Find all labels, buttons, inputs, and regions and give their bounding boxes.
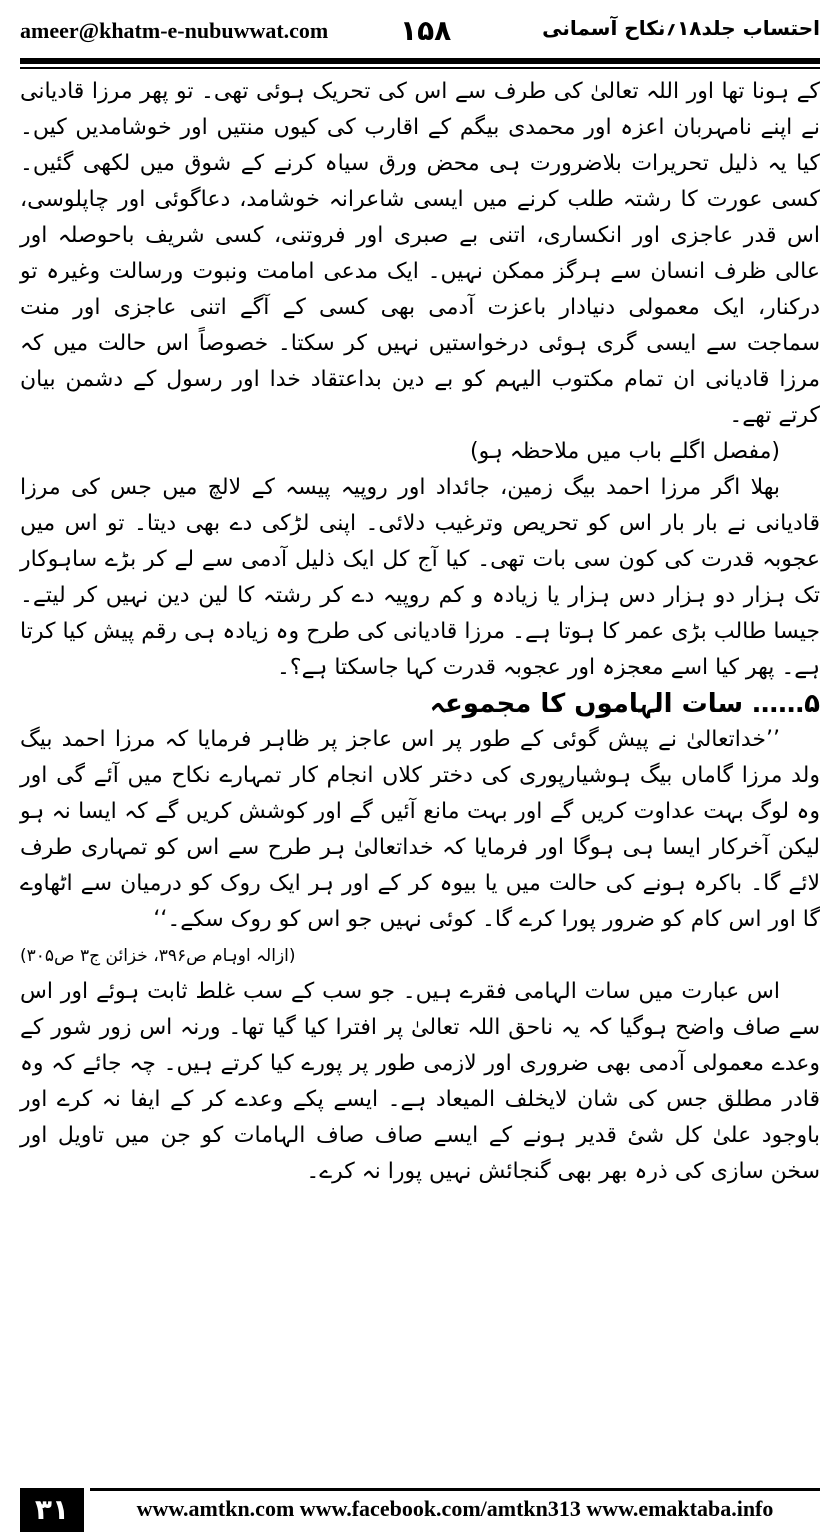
header-page-number: ۱۵۸	[400, 14, 452, 47]
reference-note: (مفصل اگلے باب میں ملاحظہ ہو)	[470, 439, 780, 464]
header-title: احتساب جلد۱۸؍نکاح آسمانی	[542, 16, 820, 40]
page-header	[20, 14, 820, 52]
footer-urls: www.amtkn.com www.facebook.com/amtkn313 www.emaktaba.info	[136, 1496, 774, 1521]
header-rule-thin	[20, 67, 820, 69]
quote-source: (ازالہ اوہام ص۳۹۶، خزائن ج۳ ص۳۰۵)	[20, 946, 296, 966]
page-body	[20, 74, 820, 1190]
header-email: ameer@khatm-e-nubuwwat.com	[20, 18, 329, 43]
paragraph-2: بھلا اگر مرزا احمد بیگ زمین، جائداد اور روپیہ پیسہ کے لالچ میں جس کی مرزا قادیانی نے بار بار اس کو تحریص وترغیب دلائی۔ اپنی لڑکی دے بھی دیتا۔ تو اس میں عجوبہ قدرت کی کون سی بات تھی۔ کیا آج کل ایک ذلیل آدمی سے لے کر بڑے ساہوکار تک ہزار دو ہزار دس ہزار یا زیادہ و کم روپیہ دے کر رشتہ کا لین دین نہیں کر لیتے۔ جیسا طالب بڑی عمر کا ہوتا ہے۔ مرزا قادیانی کی طرح وہ زیادہ ہی رقم پیش کیا کرتا ہے۔ پھر کیا اسے معجزہ اور عجوبہ قدرت کہا جاسکتا ہے؟۔	[20, 475, 820, 680]
paragraph-1: کے ہونا تھا اور اللہ تعالیٰ کی طرف سے اس کی تحریک ہوئی تھی۔ تو پھر مرزا قادیانی نے اپنے نامہربان اعزہ اور محمدی بیگم کے اقارب کی کیوں منتیں اور خوشامدیں کیں۔ کیا یہ ذلیل تحریرات بلاضرورت ہی محض ورق سیاہ کرنے کے شوق میں لکھی گئیں۔ کسی عورت کا رشتہ طلب کرنے میں ایسی شاعرانہ خوشامد، دعاگوئی اور چاپلوسی، اس قدر عاجزی اور انکساری، اتنی بے صبری اور فروتنی، کسی شریف باحوصلہ اور عالی ظرف انسان سے ہرگز ممکن نہیں۔ ایک مدعی امامت ونبوت ورسالت وغیرہ تو درکنار، ایک معمولی دنیادار باعزت آدمی بھی کسی کے آگے اتنی عاجزی اور منت سماجت سے ایسی گری ہوئی درخواستیں نہیں کر سکتا۔ خصوصاً اس حالت میں کہ مرزا قادیانی ان تمام مکتوب الیہم کو بے دین بداعتقاد خدا اور رسول کے دشمن بیان کرتے تھے۔	[20, 79, 820, 428]
quoted-revelation: ’’خداتعالیٰ نے پیش گوئی کے طور پر اس عاجز پر ظاہر فرمایا کہ مرزا احمد بیگ ولد مرزا گاماں بیگ ہوشیارپوری کی دختر کلاں انجام کار تمہارے نکاح میں آئے گی اور وہ لوگ بہت عداوت کریں گے اور بہت مانع آئیں گے اور کوشش کریں گے کہ ایسا نہ ہو لیکن آخرکار ایسا ہی ہوگا اور فرمایا کہ خداتعالیٰ ہر طرح سے اس کو تمہاری طرف لائے گا۔ باکرہ ہونے کی حالت میں یا بیوہ کر کے اور ہر ایک روک کو درمیان سے اٹھاوے گا اور اس کام کو ضرور پورا کرے گا۔ کوئی نہیں جو اس کو روک سکے۔‘‘	[20, 727, 820, 932]
footer-rule	[90, 1488, 820, 1491]
section-heading: ۵…… سات الہاموں کا مجموعہ	[429, 689, 820, 719]
header-rule-thick	[20, 58, 820, 64]
paragraph-4: اس عبارت میں سات الہامی فقرے ہیں۔ جو سب کے سب غلط ثابت ہوئے اور اس سے صاف واضح ہوگیا کہ یہ ناحق اللہ تعالیٰ پر افترا کیا گیا تھا۔ ورنہ اس زور شور کے وعدے معمولی آدمی بھی ضروری اور لازمی طور پر پورے کیا کرتے ہیں۔ چہ جائے کہ وہ قادر مطلق جس کی شان لایخلف المیعاد ہے۔ ایسے پکے وعدے کر کے ایفا نہ کرے اور باوجود علیٰ کل شیٔ قدیر ہونے کے ایسے صاف صاف الہامات کو جن میں تاویل اور سخن سازی کی ذرہ بھر بھی گنجائش نہیں پورا نہ کرے۔	[20, 979, 820, 1184]
page-footer	[20, 1488, 820, 1532]
footer-page-number: ۳۱	[20, 1488, 84, 1532]
